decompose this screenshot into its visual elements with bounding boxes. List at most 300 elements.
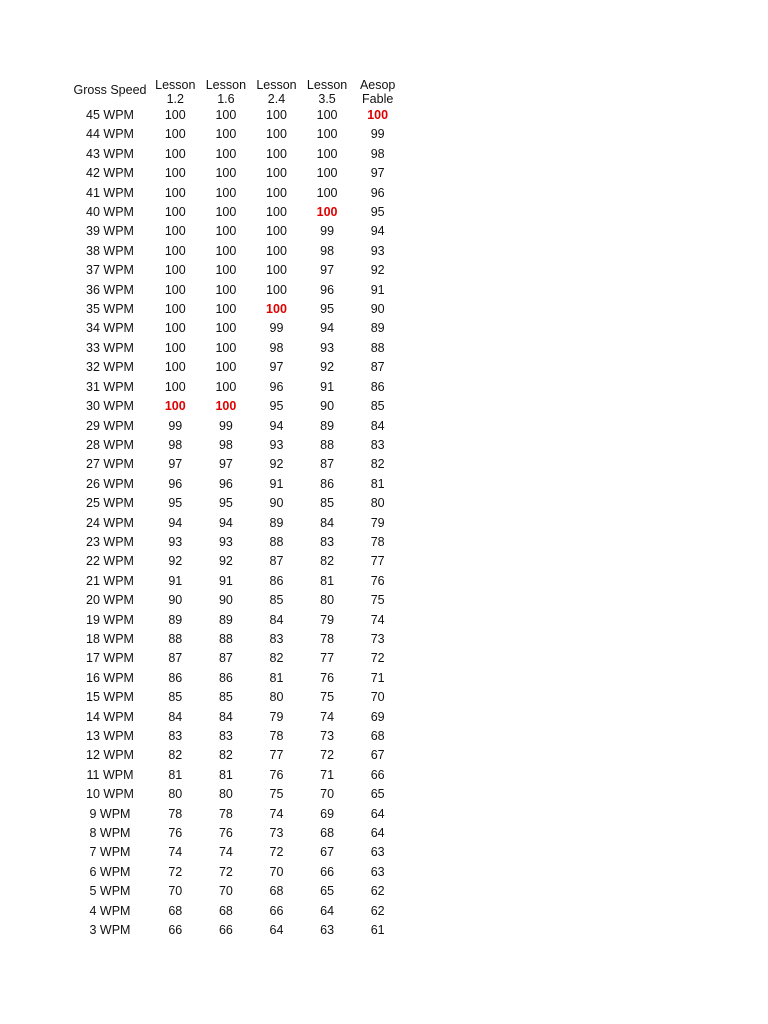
- score-cell: 85: [168, 690, 183, 705]
- score-cell: 81: [269, 670, 284, 685]
- score-cell: 100: [266, 205, 287, 220]
- gross-speed-cell: 17 WPM: [86, 651, 134, 666]
- score-cell: 100: [215, 302, 237, 317]
- score-cell: 71: [320, 767, 335, 782]
- score-cell: 74: [168, 845, 183, 860]
- score-cell: 94: [320, 321, 335, 336]
- score-cell: 99: [269, 321, 284, 336]
- score-cell: 91: [269, 476, 284, 491]
- score-cell: 95: [168, 496, 183, 511]
- score-cell: 88: [320, 437, 335, 452]
- score-cell: 63: [370, 845, 385, 860]
- table-row: [70, 921, 403, 940]
- gross-speed-cell: 9 WPM: [89, 806, 131, 821]
- table-row: [70, 572, 403, 591]
- score-cell: 100: [266, 224, 287, 239]
- score-cell: 79: [320, 612, 335, 627]
- gross-speed-cell: 13 WPM: [86, 729, 134, 743]
- table-row: [70, 261, 403, 280]
- score-cell: 93: [370, 243, 385, 258]
- score-cell: 77: [320, 651, 335, 666]
- score-cell: 96: [269, 379, 284, 394]
- score-cell: 75: [320, 690, 335, 705]
- score-cell: 99: [218, 418, 233, 433]
- score-cell: 72: [218, 864, 233, 879]
- score-cell: 95: [218, 496, 233, 511]
- score-cell: 70: [320, 787, 335, 802]
- gross-speed-cell: 11 WPM: [86, 767, 134, 782]
- score-cell: 100: [215, 399, 237, 414]
- score-cell: 94: [218, 515, 233, 530]
- gross-speed-cell: 24 WPM: [86, 515, 134, 530]
- table-row: [70, 533, 403, 552]
- score-cell: 84: [168, 709, 183, 724]
- score-cell: 80: [269, 690, 284, 705]
- score-cell: 95: [370, 205, 385, 220]
- gross-speed-cell: 4 WPM: [89, 903, 131, 918]
- table-row: [70, 145, 403, 164]
- score-cell: 81: [370, 476, 385, 491]
- gross-speed-cell: 21 WPM: [86, 573, 134, 588]
- score-cell: 85: [370, 399, 385, 414]
- score-cell: 80: [168, 787, 183, 802]
- score-cell: 66: [269, 903, 284, 918]
- score-cell: 91: [320, 379, 335, 394]
- score-cell: 92: [168, 554, 183, 569]
- column-header-aesop-fable: Aesop Fable: [359, 78, 396, 106]
- gross-speed-cell: 14 WPM: [86, 709, 134, 724]
- table-row: [70, 805, 403, 824]
- score-cell: 73: [370, 631, 385, 646]
- score-cell: 64: [370, 826, 385, 841]
- score-cell: 100: [164, 166, 186, 181]
- table-row: [70, 184, 403, 203]
- score-cell: 100: [266, 243, 287, 258]
- gross-speed-cell: 34 WPM: [86, 321, 134, 336]
- gross-speed-cell: 12 WPM: [86, 748, 134, 763]
- score-cell: 67: [320, 845, 335, 860]
- score-cell: 74: [269, 806, 284, 821]
- gross-speed-cell: 26 WPM: [86, 476, 134, 491]
- gross-speed-cell: 35 WPM: [86, 302, 134, 317]
- score-cell: 73: [269, 826, 284, 841]
- score-cell: 70: [218, 884, 233, 899]
- score-cell: 100: [266, 127, 287, 142]
- score-cell: 63: [320, 923, 335, 938]
- gross-speed-cell: 3 WPM: [89, 923, 131, 938]
- score-cell: 80: [320, 593, 335, 608]
- score-cell: 100: [215, 166, 237, 181]
- score-cell: 68: [370, 729, 385, 743]
- score-cell: 83: [320, 534, 335, 549]
- table-row: [70, 746, 403, 765]
- score-cell: 84: [320, 515, 335, 530]
- gross-speed-cell: 40 WPM: [86, 205, 134, 220]
- score-cell: 86: [269, 573, 284, 588]
- column-header-lesson-2-4: Lesson 2.4: [256, 78, 297, 106]
- table-row: [70, 727, 403, 746]
- table-row: [70, 843, 403, 862]
- score-cell: 91: [218, 573, 233, 588]
- score-cell: 75: [269, 787, 284, 802]
- score-cell: 74: [320, 709, 335, 724]
- table-row: [70, 591, 403, 610]
- score-cell: 88: [168, 631, 183, 646]
- score-cell: 100: [164, 321, 186, 336]
- gross-speed-cell: 42 WPM: [86, 166, 134, 181]
- gross-speed-cell: 43 WPM: [86, 146, 134, 161]
- score-cell: 100: [215, 321, 237, 336]
- score-cell: 99: [168, 418, 183, 433]
- table-row: [70, 863, 403, 882]
- score-cell: 65: [370, 787, 385, 802]
- score-cell: 93: [218, 534, 233, 549]
- score-cell: 100: [215, 205, 237, 220]
- gross-speed-cell: 27 WPM: [86, 457, 134, 472]
- score-cell: 82: [218, 748, 233, 763]
- gross-speed-cell: 29 WPM: [86, 418, 134, 433]
- header-row: [70, 74, 403, 106]
- score-cell: 97: [168, 457, 183, 472]
- table-row: [70, 397, 403, 416]
- score-cell: 100: [164, 263, 186, 278]
- table-row: [70, 552, 403, 571]
- score-cell: 76: [320, 670, 335, 685]
- score-cell: 89: [370, 321, 385, 336]
- column-header-lesson-3-5: Lesson 3.5: [306, 78, 348, 106]
- gross-speed-cell: 41 WPM: [86, 185, 134, 200]
- score-cell: 90: [320, 399, 335, 414]
- score-cell: 100: [316, 146, 338, 161]
- score-cell: 93: [168, 534, 183, 549]
- table-row: [70, 630, 403, 649]
- score-cell: 90: [370, 302, 385, 317]
- table-row: [70, 242, 403, 261]
- score-cell: 69: [320, 806, 335, 821]
- score-cell: 100: [266, 282, 287, 297]
- score-cell: 92: [218, 554, 233, 569]
- gross-speed-cell: 10 WPM: [86, 787, 134, 802]
- score-cell: 62: [370, 903, 385, 918]
- gross-speed-cell: 25 WPM: [86, 496, 134, 511]
- score-cell: 91: [168, 573, 183, 588]
- score-cell: 80: [218, 787, 233, 802]
- score-cell: 68: [168, 903, 183, 918]
- score-cell: 100: [316, 205, 338, 220]
- score-cell: 88: [269, 534, 284, 549]
- score-cell: 100: [164, 127, 186, 142]
- table-row: [70, 766, 403, 785]
- score-cell: 92: [320, 360, 335, 375]
- score-cell: 96: [320, 282, 335, 297]
- score-cell: 100: [316, 127, 338, 142]
- score-cell: 100: [164, 282, 186, 297]
- score-cell: 89: [218, 612, 233, 627]
- score-cell: 72: [370, 651, 385, 666]
- gross-speed-cell: 31 WPM: [86, 379, 134, 394]
- score-cell: 79: [269, 709, 284, 724]
- score-sheet: [70, 74, 403, 940]
- table-row: [70, 494, 403, 513]
- score-cell: 86: [320, 476, 335, 491]
- score-cell: 88: [218, 631, 233, 646]
- score-cell: 84: [370, 418, 385, 433]
- score-cell: 95: [320, 302, 335, 317]
- score-cell: 100: [266, 302, 287, 317]
- score-cell: 70: [269, 864, 284, 879]
- score-cell: 100: [164, 146, 186, 161]
- gross-speed-cell: 15 WPM: [86, 690, 134, 705]
- score-cell: 100: [164, 302, 186, 317]
- score-cell: 98: [320, 243, 335, 258]
- score-cell: 84: [218, 709, 233, 724]
- gross-speed-cell: 30 WPM: [86, 399, 134, 414]
- score-cell: 89: [168, 612, 183, 627]
- score-cell: 81: [168, 767, 183, 782]
- score-cell: 78: [320, 631, 335, 646]
- score-cell: 72: [168, 864, 183, 879]
- score-cell: 99: [320, 224, 335, 239]
- table-row: [70, 688, 403, 707]
- score-cell: 83: [269, 631, 284, 646]
- score-cell: 61: [370, 923, 385, 938]
- score-cell: 100: [266, 185, 287, 200]
- score-cell: 81: [218, 767, 233, 782]
- score-cell: 97: [218, 457, 233, 472]
- score-cell: 84: [269, 612, 284, 627]
- gross-speed-cell: 23 WPM: [86, 534, 134, 549]
- table-row: [70, 455, 403, 474]
- gross-speed-cell: 45 WPM: [86, 108, 134, 122]
- score-cell: 82: [370, 457, 385, 472]
- table-row: [70, 475, 403, 494]
- table-row: [70, 300, 403, 319]
- gross-speed-cell: 33 WPM: [86, 340, 134, 355]
- score-cell: 99: [370, 127, 385, 142]
- score-cell: 100: [164, 379, 186, 394]
- score-cell: 85: [269, 593, 284, 608]
- table-row: [70, 436, 403, 455]
- score-cell: 100: [266, 263, 287, 278]
- score-cell: 100: [164, 185, 186, 200]
- score-cell: 64: [269, 923, 284, 938]
- score-cell: 100: [215, 379, 237, 394]
- score-cell: 92: [269, 457, 284, 472]
- score-cell: 93: [269, 437, 284, 452]
- column-header-lesson-1-6: Lesson 1.6: [205, 78, 247, 106]
- score-cell: 81: [320, 573, 335, 588]
- score-cell: 76: [370, 573, 385, 588]
- score-cell: 100: [215, 185, 237, 200]
- score-cell: 100: [316, 166, 338, 181]
- score-cell: 100: [266, 166, 287, 181]
- table-row: [70, 649, 403, 668]
- score-cell: 100: [164, 360, 186, 375]
- table-row: [70, 824, 403, 843]
- score-cell: 79: [370, 515, 385, 530]
- score-cell: 80: [370, 496, 385, 511]
- score-cell: 100: [215, 243, 237, 258]
- score-cell: 100: [266, 108, 287, 122]
- column-header-lesson-1-2: Lesson 1.2: [155, 78, 196, 106]
- table-row: [70, 319, 403, 338]
- score-cell: 90: [269, 496, 284, 511]
- table-row: [70, 669, 403, 688]
- gross-speed-cell: 36 WPM: [86, 282, 134, 297]
- score-cell: 100: [215, 340, 237, 355]
- gross-speed-cell: 32 WPM: [86, 360, 134, 375]
- score-cell: 100: [164, 340, 186, 355]
- gross-speed-cell: 37 WPM: [86, 263, 134, 278]
- column-header-gross-speed: Gross Speed: [73, 83, 147, 97]
- gross-speed-cell: 22 WPM: [86, 554, 134, 569]
- table-row: [70, 106, 403, 125]
- score-cell: 63: [370, 864, 385, 879]
- table-row: [70, 514, 403, 533]
- score-cell: 64: [370, 806, 385, 821]
- gross-speed-cell: 18 WPM: [86, 631, 134, 646]
- score-cell: 94: [370, 224, 385, 239]
- table-row: [70, 417, 403, 436]
- score-cell: 85: [320, 496, 335, 511]
- score-cell: 98: [168, 437, 183, 452]
- gross-speed-cell: 39 WPM: [86, 224, 134, 239]
- score-cell: 69: [370, 709, 385, 724]
- score-cell: 100: [164, 399, 186, 414]
- score-cell: 70: [370, 690, 385, 705]
- score-cell: 86: [218, 670, 233, 685]
- score-cell: 68: [320, 826, 335, 841]
- score-cell: 94: [269, 418, 284, 433]
- score-cell: 92: [370, 263, 385, 278]
- score-cell: 100: [215, 146, 237, 161]
- table-row: [70, 378, 403, 397]
- table-row: [70, 281, 403, 300]
- score-cell: 96: [168, 476, 183, 491]
- score-cell: 82: [269, 651, 284, 666]
- score-cell: 68: [269, 884, 284, 899]
- score-cell: 89: [269, 515, 284, 530]
- table-row: [70, 611, 403, 630]
- gross-speed-cell: 7 WPM: [89, 845, 131, 860]
- score-cell: 93: [320, 340, 335, 355]
- score-cell: 90: [168, 593, 183, 608]
- score-cell: 100: [215, 224, 237, 239]
- gross-speed-cell: 6 WPM: [89, 864, 131, 879]
- score-cell: 95: [269, 399, 284, 414]
- gross-speed-cell: 28 WPM: [86, 437, 134, 452]
- score-cell: 98: [269, 340, 284, 355]
- score-cell: 62: [370, 884, 385, 899]
- score-cell: 85: [218, 690, 233, 705]
- score-cell: 83: [168, 729, 183, 743]
- score-cell: 77: [370, 554, 385, 569]
- score-cell: 100: [215, 282, 237, 297]
- score-cell: 78: [168, 806, 183, 821]
- score-cell: 72: [320, 748, 335, 763]
- table-row: [70, 902, 403, 921]
- score-cell: 76: [168, 826, 183, 841]
- score-cell: 74: [218, 845, 233, 860]
- score-cell: 96: [370, 185, 385, 200]
- table-row: [70, 339, 403, 358]
- score-cell: 82: [320, 554, 335, 569]
- score-cell: 97: [320, 263, 335, 278]
- score-cell: 67: [370, 748, 385, 763]
- score-cell: 100: [266, 146, 287, 161]
- gross-speed-cell: 16 WPM: [86, 670, 134, 685]
- gross-speed-cell: 20 WPM: [86, 593, 134, 608]
- score-cell: 83: [218, 729, 233, 743]
- table-row: [70, 203, 403, 222]
- score-cell: 76: [218, 826, 233, 841]
- score-cell: 87: [168, 651, 183, 666]
- table-row: [70, 708, 403, 727]
- score-cell: 78: [218, 806, 233, 821]
- score-cell: 96: [218, 476, 233, 491]
- score-cell: 100: [316, 185, 338, 200]
- score-cell: 100: [215, 360, 237, 375]
- score-cell: 64: [320, 903, 335, 918]
- table-row: [70, 125, 403, 144]
- score-cell: 87: [320, 457, 335, 472]
- gross-speed-cell: 19 WPM: [86, 612, 134, 627]
- table-row: [70, 222, 403, 241]
- score-cell: 98: [218, 437, 233, 452]
- score-cell: 83: [370, 437, 385, 452]
- score-cell: 87: [218, 651, 233, 666]
- score-cell: 73: [320, 729, 335, 743]
- score-cell: 87: [370, 360, 385, 375]
- score-cell: 100: [215, 108, 237, 122]
- score-cell: 98: [370, 146, 385, 161]
- table-row: [70, 358, 403, 377]
- score-cell: 86: [370, 379, 385, 394]
- score-cell: 78: [269, 729, 284, 743]
- score-table: [70, 74, 403, 940]
- table-body: [70, 106, 403, 940]
- score-cell: 97: [370, 166, 385, 181]
- score-cell: 90: [218, 593, 233, 608]
- score-cell: 75: [370, 593, 385, 608]
- score-cell: 88: [370, 340, 385, 355]
- score-cell: 100: [215, 263, 237, 278]
- score-cell: 65: [320, 884, 335, 899]
- score-cell: 100: [164, 243, 186, 258]
- score-cell: 89: [320, 418, 335, 433]
- score-cell: 91: [370, 282, 385, 297]
- score-cell: 97: [269, 360, 284, 375]
- score-cell: 76: [269, 767, 284, 782]
- score-cell: 82: [168, 748, 183, 763]
- score-cell: 100: [164, 224, 186, 239]
- gross-speed-cell: 8 WPM: [89, 826, 131, 841]
- table-row: [70, 785, 403, 804]
- gross-speed-cell: 38 WPM: [86, 243, 134, 258]
- score-cell: 78: [370, 534, 385, 549]
- score-cell: 100: [164, 205, 186, 220]
- table-row: [70, 164, 403, 183]
- score-cell: 68: [218, 903, 233, 918]
- score-cell: 70: [168, 884, 183, 899]
- table-row: [70, 882, 403, 901]
- gross-speed-cell: 44 WPM: [86, 127, 134, 142]
- score-cell: 100: [164, 108, 186, 122]
- score-cell: 74: [370, 612, 385, 627]
- score-cell: 66: [370, 767, 385, 782]
- score-cell: 100: [367, 108, 389, 122]
- score-cell: 71: [370, 670, 385, 685]
